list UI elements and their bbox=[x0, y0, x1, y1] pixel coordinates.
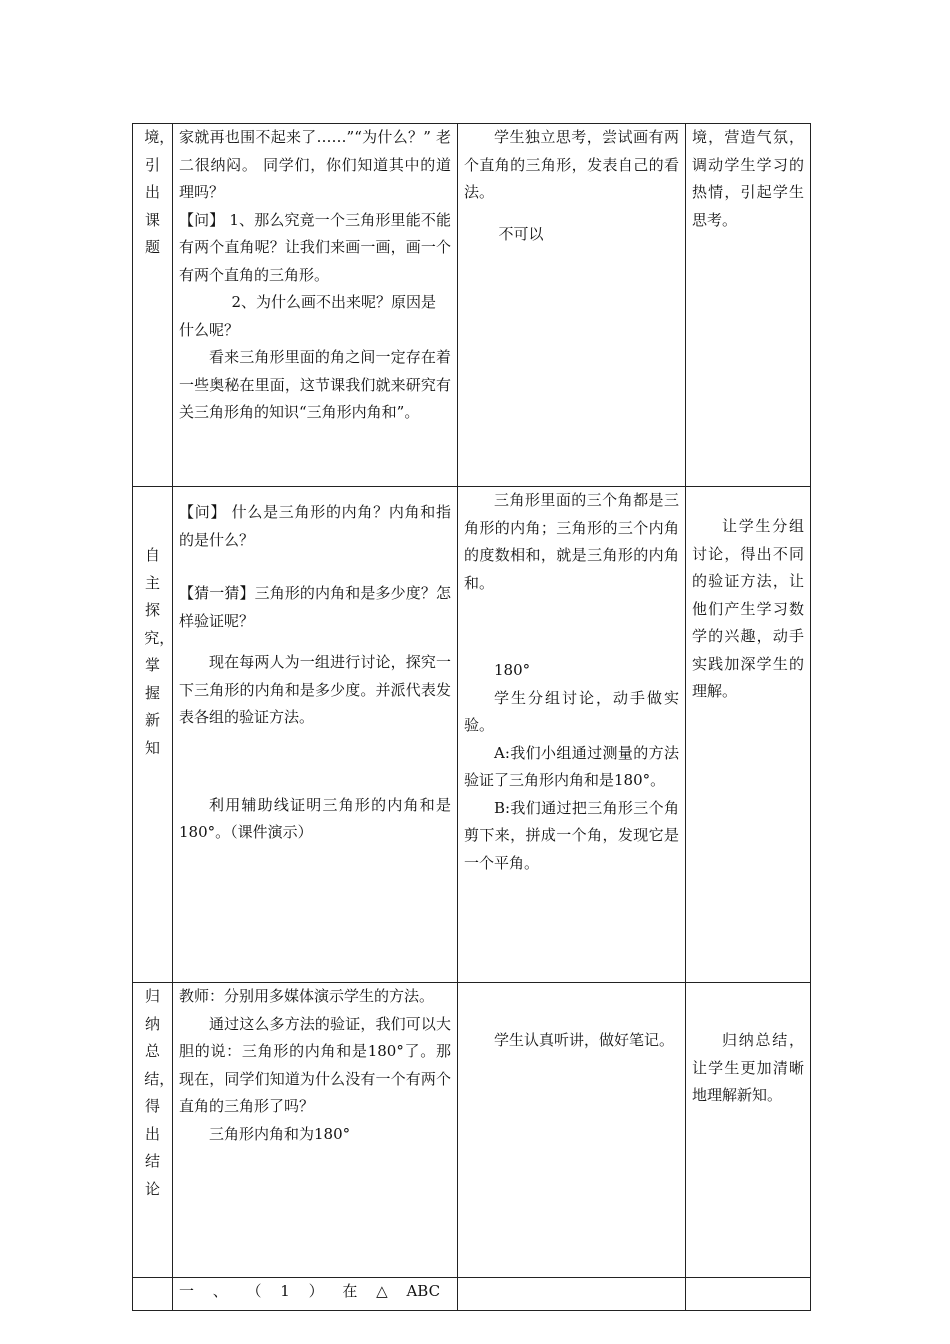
table-row bbox=[133, 983, 811, 1278]
teacher-text: 通过这么多方法的验证，我们可以大胆的说：三角形的内角和是180°了。那现在，同学们知道为什么没有一个有两个直角的三角形了吗？ bbox=[179, 1014, 451, 1115]
student-activity-cell bbox=[458, 487, 686, 983]
design-intent-cell bbox=[686, 487, 811, 983]
lesson-plan-table bbox=[132, 123, 811, 1311]
design-intent-cell bbox=[686, 1278, 811, 1311]
stage-cell bbox=[133, 1278, 173, 1311]
stage-label: 境，引出课题 bbox=[144, 128, 175, 256]
design-intent-cell bbox=[686, 124, 811, 487]
teacher-text: 家就再也围不起来了……”“为什么？” 老二很纳闷。 同学们，你们知道其中的道理吗？ bbox=[179, 128, 451, 201]
teacher-activity-cell bbox=[173, 983, 458, 1278]
teacher-text: 利用辅助线证明三角形的内角和是180°。（课件演示） bbox=[179, 795, 451, 841]
teacher-text: 【问】 什么是三角形的内角？内角和指的是什么？ bbox=[179, 503, 451, 549]
intent-text: 境，营造气氛，调动学生学习的热情，引起学生思考。 bbox=[692, 128, 804, 229]
teacher-activity-cell bbox=[173, 487, 458, 983]
table-row bbox=[133, 487, 811, 983]
student-text: 学生认真听讲，做好笔记。 bbox=[494, 1031, 675, 1049]
student-text: 180° bbox=[494, 661, 531, 679]
teacher-text: 一 、 （ 1 ） 在 △ ABC bbox=[179, 1282, 441, 1300]
intent-text: 让学生分组讨论，得出不同的验证方法，让他们产生学习数学的兴趣，动手实践加深学生的理解。 bbox=[692, 517, 804, 700]
intent-text: 归纳总结，让学生更加清晰地理解新知。 bbox=[692, 1031, 804, 1104]
student-text: A:我们小组通过测量的方法验证了三角形内角和是180°。 bbox=[464, 743, 679, 789]
teacher-text: 【问】 1、那么究竟一个三角形里能不能有两个直角呢？让我们来画一画，画一个有两个直角的三角形。 bbox=[179, 210, 451, 284]
table-row bbox=[133, 124, 811, 487]
teacher-text: 三角形内角和为180° bbox=[209, 1124, 351, 1143]
student-text: 不可以 bbox=[498, 224, 544, 243]
student-text: 三角形里面的三个角都是三角形的内角；三角形的三个内角的度数相和，就是三角形的内角和。 bbox=[464, 491, 679, 592]
student-activity-cell bbox=[458, 983, 686, 1278]
stage-label: 归纳总结，得出结论 bbox=[144, 987, 175, 1198]
student-text: 学生分组讨论，动手做实验。 bbox=[464, 688, 679, 734]
teacher-text: 现在每两人为一组进行讨论，探究一下三角形的内角和是多少度。并派代表发表各组的验证方法。 bbox=[179, 653, 451, 726]
stage-cell bbox=[133, 487, 173, 983]
student-text: 学生独立思考，尝试画有两个直角的三角形，发表自己的看法。 bbox=[464, 128, 679, 201]
student-activity-cell bbox=[458, 124, 686, 487]
table-row bbox=[133, 1278, 811, 1311]
student-text: B:我们通过把三角形三个角剪下来，拼成一个角，发现它是一个平角。 bbox=[464, 798, 679, 872]
teacher-text: 教师：分别用多媒体演示学生的方法。 bbox=[179, 987, 435, 1005]
teacher-text: 2、为什么画不出来呢？原因是什么呢？ bbox=[179, 293, 437, 339]
design-intent-cell bbox=[686, 983, 811, 1278]
stage-cell bbox=[133, 983, 173, 1278]
teacher-activity-cell bbox=[173, 1278, 458, 1311]
teacher-activity-cell bbox=[173, 124, 458, 487]
student-activity-cell bbox=[458, 1278, 686, 1311]
stage-label: 自主探究，掌握新知 bbox=[144, 546, 175, 757]
stage-cell bbox=[133, 124, 173, 487]
teacher-text: 【猜一猜】三角形的内角和是多少度？怎样验证呢？ bbox=[179, 584, 451, 630]
teacher-text: 看来三角形里面的角之间一定存在着一些奥秘在里面，这节课我们就来研究有关三角形角的知识“三角形内角和”。 bbox=[179, 348, 451, 421]
